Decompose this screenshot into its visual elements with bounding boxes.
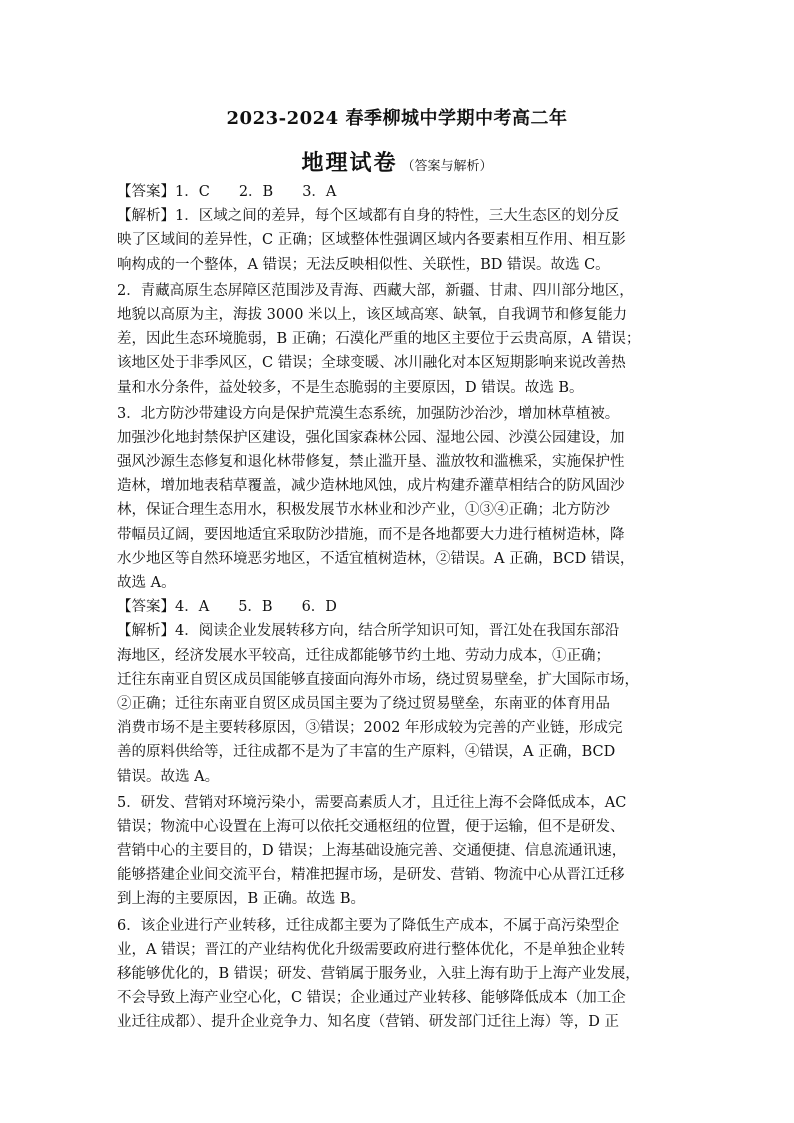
text-line: 【解析】1．区域之间的差异，每个区域都有自身的特性，三大生态区的划分反	[117, 208, 620, 225]
text-line: 5．研发、营销对环境污染小，需要高素质人才，且迁往上海不会降低成本，AC	[117, 794, 627, 811]
text-line: 故选 A。	[117, 575, 176, 591]
text-line: 水少地区等自然环境恶劣地区，不适宜植树造林，②错误。A 正确，BCD 错误，	[117, 550, 635, 567]
subject-title-row	[0, 146, 794, 177]
text-line: 善的原料供给等，迁往成都不是为了丰富的生产原料，④错误，A 正确，BCD	[117, 744, 616, 761]
text-line: 带幅员辽阔，要因地适宜采取防沙措施，而不是各地都要大力进行植树造林，降	[117, 526, 625, 543]
text-line: 映了区域间的差异性，C 正确；区域整体性强调区域内各要素相互作用、相互影	[117, 232, 626, 249]
text-line: 强风沙源生态修复和退化林带修复，禁止滥开垦、滥放牧和滥樵采，实施保护性	[117, 454, 625, 471]
text-line: 错误。故选 A。	[117, 768, 220, 785]
text-line: 业，A 错误；晋江的产业结构优化升级需要政府进行整体优化，不是单独企业转	[117, 941, 626, 958]
text-line: 到上海的主要原因，B 正确。故选 B。	[117, 891, 366, 908]
text-line: 响构成的一个整体，A 错误；无法反映相似性、关联性，BD 错误。故选 C。	[117, 256, 610, 273]
text-line: 量和水分条件，益处较多，不是生态脆弱的主要原因，D 错误。故选 B。	[117, 379, 584, 396]
text-line: 迁往东南亚自贸区成员国能够直接面向海外市场，绕过贸易壁垒，扩大国际市场，	[117, 671, 639, 688]
text-line: 移能够优化的，B 错误；研发、营销属于服务业，入驻上海有助于上海产业发展，	[117, 966, 640, 982]
exam-title: 2023-2024 春季柳城中学期中考高二年	[226, 108, 568, 129]
text-line: 不会导致上海产业空心化，C 错误；企业通过产业转移、能够降低成本（加工企	[117, 990, 626, 1007]
text-line: 【答案】1．C 2．B 3．A	[117, 184, 337, 200]
text-line: 【解析】4．阅读企业发展转移方向，结合所学知识可知，晋江处在我国东部沿	[117, 623, 620, 640]
text-line: 2．青藏高原生态屏障区范围涉及青海、西藏大部，新疆、甘肃、四川部分地区，	[117, 282, 634, 299]
text-line: ②正确；迁往东南亚自贸区成员国主要为了绕过贸易壁垒，东南亚的体育用品	[117, 695, 610, 712]
text-line: 6．该企业进行产业转移，迁往成都主要为了降低生产成本，不属于高污染型企	[117, 917, 620, 934]
text-line: 林，保证合理生态用水，积极发展节水林业和沙产业，①③④正确；北方防沙	[117, 502, 610, 519]
text-line: 业迁往成都）、提升企业竞争力、知名度（营销、研发部门迁往上海）等，D 正	[117, 1014, 619, 1031]
text-line: 3．北方防沙带建设方向是保护荒漠生态系统，加强防沙治沙，增加林草植被。	[117, 405, 620, 422]
text-line: 消费市场不是主要转移原因，③错误；2002 年形成较为完善的产业链，形成完	[117, 720, 623, 737]
text-line: 错误；物流中心设置在上海可以依托交通枢纽的位置，便于运输，但不是研发、	[117, 818, 625, 835]
text-line: 营销中心的主要目的，D 错误；上海基础设施完善、交通便捷、信息流通讯速，	[117, 843, 627, 860]
answer-body	[117, 180, 685, 1035]
text-line: 海地区，经济发展水平较高，迁往成都能够节约土地、劳动力成本，①正确；	[117, 647, 610, 664]
text-line: 加强沙化地封禁保护区建设，强化国家森林公园、湿地公园、沙漠公园建设，加	[117, 429, 625, 446]
subject-subtitle: （答案与解析）	[401, 159, 493, 174]
text-line: 地貌以高原为主，海拔 3000 米以上，该区域高寒、缺氧，自我调节和修复能力	[117, 306, 628, 323]
text-line: 造林，增加地表秸草覆盖，减少造林地风蚀，成片构建乔灌草相结合的防风固沙	[117, 478, 625, 495]
text-line: 该地区处于非季风区，C 错误；全球变暖、冰川融化对本区短期影响来说改善热	[117, 355, 626, 372]
text-line: 差，因此生态环境脆弱，B 正确；石漠化严重的地区主要位于云贵高原，A 错误；	[117, 331, 641, 348]
text-line: 能够搭建企业间交流平台，精准把握市场，是研发、营销、物流中心从晋江迁移	[117, 867, 625, 884]
subject-title: 地理试卷	[301, 150, 398, 176]
text-line: 【答案】4．A 5．B 6．D	[117, 599, 337, 616]
